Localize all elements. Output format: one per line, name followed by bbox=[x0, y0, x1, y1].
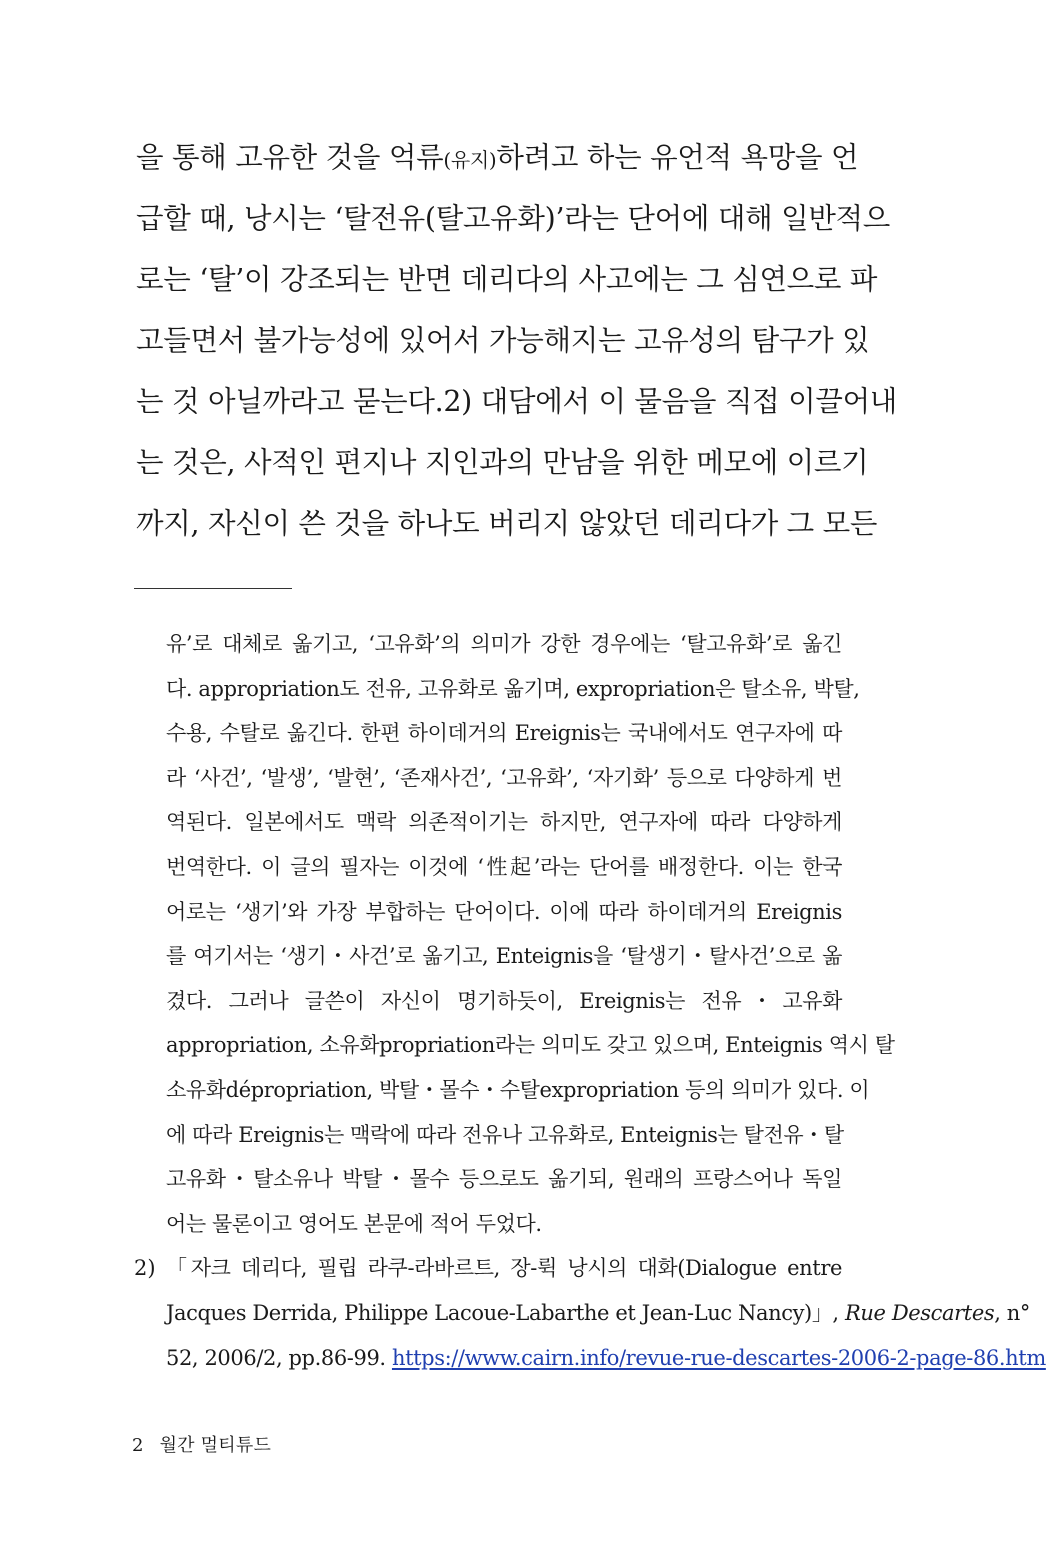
footnote-line: 를 여기서는 ‘생기・사건’로 옮기고, Enteignis을 ‘탈생기・탈사건’으로 옮 bbox=[166, 944, 842, 969]
body-line: 고들면서 불가능성에 있어서 가능해지는 고유성의 탐구가 있 bbox=[136, 324, 870, 357]
body-line: 을 통해 고유한 것을 억류(유지)하려고 하는 유언적 욕망을 언 bbox=[136, 141, 859, 174]
footnote-separator bbox=[134, 588, 292, 589]
footnote-line: appropriation, 소유화propriation라는 의미도 갖고 있으며, Enteignis 역시 탈 bbox=[166, 1033, 895, 1058]
footnote-2 bbox=[134, 1246, 1046, 1380]
page-number: 2 bbox=[132, 1435, 144, 1456]
source-link[interactable]: https://www.cairn.info/revue-rue-descartes-2006-2-page-86.htm bbox=[391, 1345, 1046, 1370]
body-line: 로는 ‘탈’이 강조되는 반면 데리다의 사고에는 그 심연으로 파 bbox=[136, 263, 878, 296]
body-line: 는 것 아닐까라고 묻는다.2) 대담에서 이 물음을 직접 이끌어내 bbox=[136, 385, 898, 418]
footnotes bbox=[134, 622, 1046, 1380]
footnote-line: Jacques Derrida, Philippe Lacoue-Labarthe et Jean-Luc Nancy)」, Rue Descartes, n° bbox=[166, 1300, 1031, 1325]
footnote-line: 역된다. 일본에서도 맥락 의존적이기는 하지만, 연구자에 따라 다양하게 bbox=[166, 810, 842, 835]
body-line: 까지, 자신이 쓴 것을 하나도 버리지 않았던 데리다가 그 모든 bbox=[136, 507, 878, 540]
footnote-line: 겼다. 그러나 글쓴이 자신이 명기하듯이, Ereignis는 전유・고유화 bbox=[166, 988, 842, 1013]
journal-title: Rue Descartes bbox=[845, 1300, 995, 1325]
footnote-line: 어로는 ‘생기’와 가장 부합하는 단어이다. 이에 따라 하이데거의 Ereignis bbox=[166, 899, 842, 924]
body-line: 급할 때, 낭시는 ‘탈전유(탈고유화)’라는 단어에 대해 일반적으 bbox=[136, 202, 891, 235]
footnote-line: 고유화・탈소유나 박탈・몰수 등으로도 옮기되, 원래의 프랑스어나 독일 bbox=[166, 1167, 842, 1192]
footnote-line: 수용, 수탈로 옮긴다. 한편 하이데거의 Ereignis는 국내에서도 연구자에 따 bbox=[166, 721, 842, 746]
footnote-marker: 2) bbox=[134, 1256, 156, 1281]
footnote-line: 다. appropriation도 전유, 고유화로 옮기며, expropriation은 탈소유, 박탈, bbox=[166, 676, 860, 701]
publication-name: 월간 멀티튜드 bbox=[159, 1435, 272, 1456]
footnote-line: 「자크 데리다, 필립 라쿠-라바르트, 장-뤽 낭시의 대화(Dialogue entre bbox=[166, 1256, 842, 1281]
footnote-line: 번역한다. 이 글의 필자는 이것에 ‘性起’라는 단어를 배정한다. 이는 한국 bbox=[166, 854, 842, 879]
body-paragraph bbox=[136, 131, 898, 558]
footnote-line: 라 ‘사건’, ‘발생’, ‘발현’, ‘존재사건’, ‘고유화’, ‘자기화’ 등으로 다양하게 번 bbox=[166, 765, 842, 790]
footnote-line: 52, 2006/2, pp.86-99. https://www.cairn.info/revue-rue-descartes-2006-2-page-86.htm bbox=[166, 1345, 1046, 1370]
footnote-1-continuation bbox=[134, 622, 895, 1246]
footnote-line: 유’로 대체로 옮기고, ‘고유화’의 의미가 강한 경우에는 ‘탈고유화’로 옮긴 bbox=[166, 632, 842, 656]
footnote-line: 소유화dépropriation, 박탈・몰수・수탈expropriation 등의 의미가 있다. 이 bbox=[166, 1077, 870, 1102]
page-footer bbox=[132, 1431, 271, 1461]
footnote-line: 어는 물론이고 영어도 본문에 적어 두었다. bbox=[166, 1211, 542, 1236]
body-line: 는 것은, 사적인 편지나 지인과의 만남을 위한 메모에 이르기 bbox=[136, 446, 869, 479]
footnote-line: 에 따라 Ereignis는 맥락에 따라 전유나 고유화로, Enteignis는 탈전유・탈 bbox=[166, 1122, 844, 1147]
